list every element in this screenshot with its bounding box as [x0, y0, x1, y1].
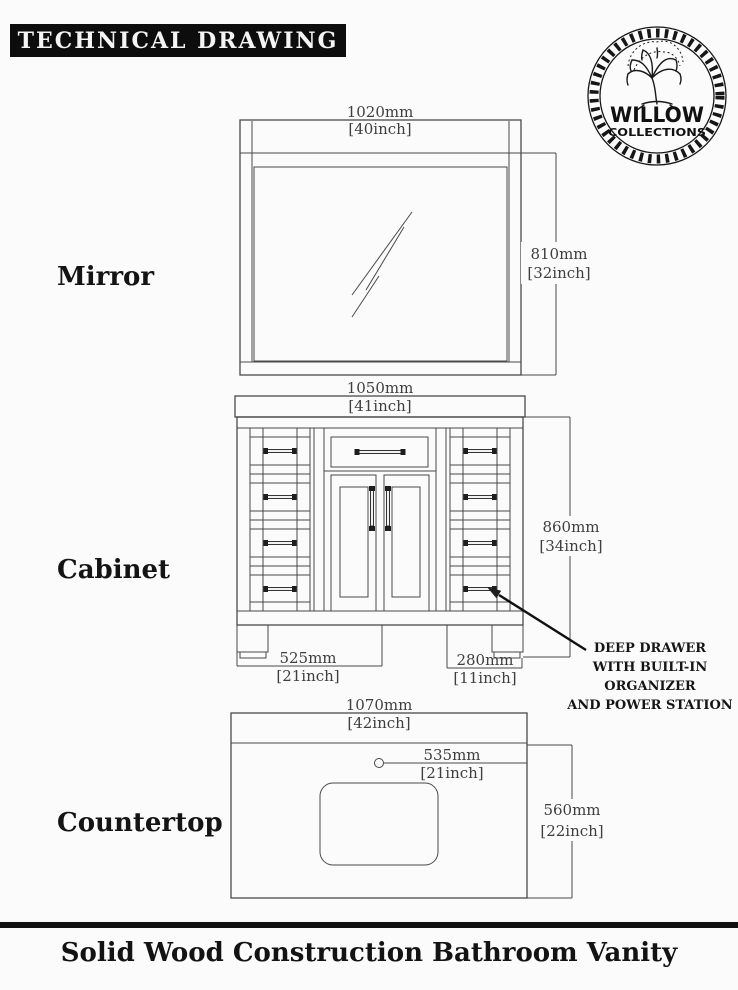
center-top-drawer	[331, 437, 428, 467]
door-handle	[369, 486, 375, 531]
faucet-hole	[375, 759, 384, 768]
callout-line-2: WITH BUILT-IN	[592, 660, 708, 675]
cabinet-height-in-label: [34inch]	[539, 537, 603, 555]
footer-divider	[0, 922, 738, 928]
drawer-handle	[264, 586, 297, 592]
cabinet-left-span-in-label: [21inch]	[276, 667, 340, 685]
cabinet-drawing	[235, 379, 733, 713]
countertop-width-mm-label: 1070mm	[345, 696, 413, 714]
drawer-handle	[464, 448, 497, 454]
mirror-section-label: Mirror	[57, 262, 155, 292]
drawer-handle	[464, 540, 497, 546]
logo-subtext: COLLECTIONS	[608, 126, 707, 139]
cabinet-width-in-label: [41inch]	[348, 397, 412, 415]
countertop-depth-in-label: [22inch]	[540, 822, 604, 840]
callout-line-4: AND POWER STATION	[567, 698, 733, 713]
mirror-width-in-label: [40inch]	[348, 120, 412, 138]
cabinet-doors	[331, 475, 429, 611]
footer-caption: Solid Wood Construction Bathroom Vanity	[60, 938, 678, 968]
left-drawer-stack	[250, 428, 310, 611]
sink-basin	[320, 783, 438, 865]
cabinet-right-span-in-label: [11inch]	[453, 669, 517, 687]
cabinet-height-mm-label: 860mm	[542, 518, 600, 536]
drawer-handle	[264, 494, 297, 500]
callout-line-1: DEEP DRAWER	[593, 641, 707, 656]
countertop-depth-mm-label: 560mm	[543, 801, 601, 819]
logo-wordmark: WILLOW	[610, 103, 704, 127]
cabinet-left-span-mm-label: 525mm	[279, 649, 337, 667]
door-handle	[385, 486, 391, 531]
drawer-handle	[464, 494, 497, 500]
mirror-width-mm-label: 1020mm	[346, 103, 414, 121]
countertop-drawing	[231, 696, 611, 898]
mirror-height-mm-label: 810mm	[530, 245, 588, 263]
right-drawer-stack	[450, 428, 510, 611]
cabinet-section-label: Cabinet	[57, 555, 171, 585]
deep-drawer-callout	[566, 641, 733, 713]
faucet-offset-mm-label: 535mm	[423, 746, 481, 764]
mirror-height-in-label: [32inch]	[527, 264, 591, 282]
mirror-glass-reflection	[352, 212, 412, 317]
cabinet-width-mm-label: 1050mm	[346, 379, 414, 397]
mirror-drawing	[240, 103, 597, 375]
countertop-width-in-label: [42inch]	[347, 714, 411, 732]
callout-arrow	[487, 587, 586, 650]
countertop-section-label: Countertop	[57, 808, 223, 838]
drawer-handle	[264, 540, 297, 546]
callout-line-3: ORGANIZER	[604, 679, 696, 694]
drawer-handle	[264, 448, 297, 454]
page-title: TECHNICAL DRAWING	[17, 27, 339, 54]
faucet-offset-in-label: [21inch]	[420, 764, 484, 782]
cabinet-right-span-mm-label: 280mm	[456, 651, 514, 669]
